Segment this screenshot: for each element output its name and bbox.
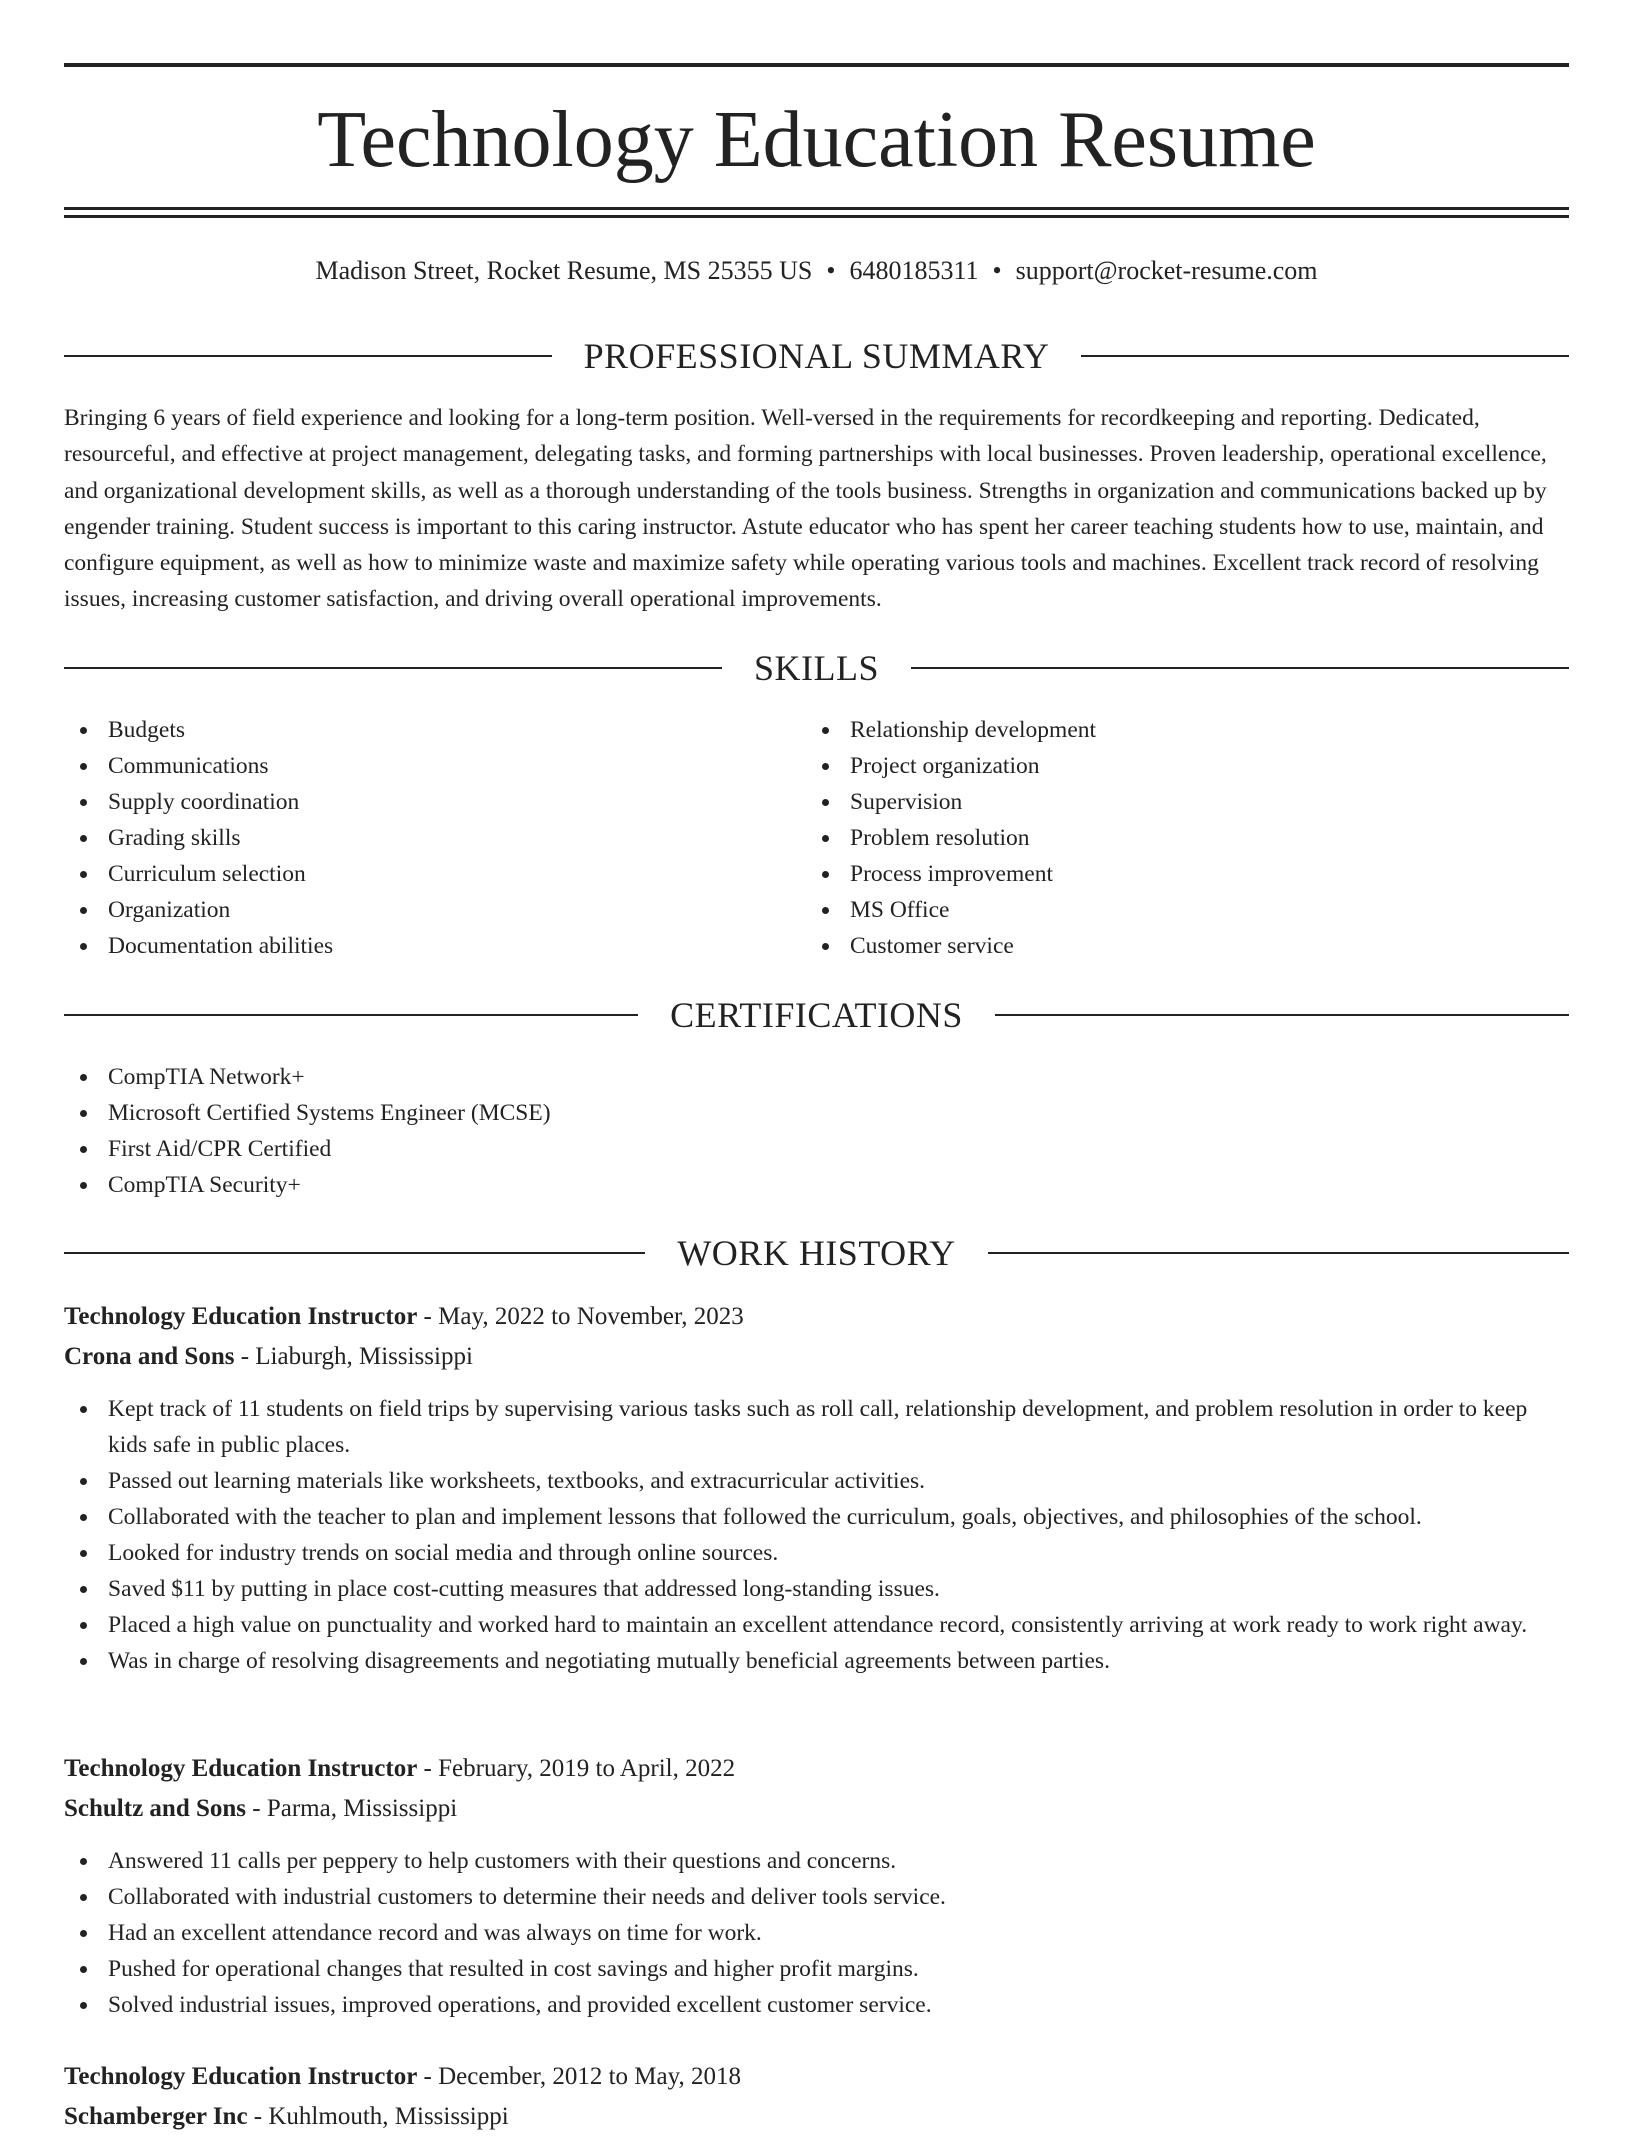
skill-item: Organization <box>64 892 804 928</box>
job-location: - Kuhlmouth, Mississippi <box>253 2103 509 2130</box>
job-bullet: Passed out learning materials like worksheets, textbooks, and extracurricular activities. <box>64 1463 1569 1499</box>
job-dates: - February, 2019 to April, 2022 <box>423 1755 736 1782</box>
job-entry <box>64 2057 1569 2137</box>
section-header-work-history <box>64 1231 1569 1275</box>
skill-item: Relationship development <box>806 712 1566 748</box>
job-title: Technology Education Instructor <box>64 1755 418 1782</box>
title-rule-lower <box>64 215 1569 218</box>
skill-item: Project organization <box>806 748 1566 784</box>
job-company: Schultz and Sons <box>64 1795 247 1822</box>
job-title: Technology Education Instructor <box>64 1303 418 1330</box>
job-title-line <box>64 2057 1569 2097</box>
job-company-line <box>64 1789 1569 1829</box>
job-location: - Liaburgh, Mississippi <box>240 1343 473 1370</box>
job-bullet: Collaborated with industrial customers to determine their needs and deliver tools service. <box>64 1879 1569 1915</box>
section-title: SKILLS <box>754 648 880 688</box>
job-bullet: Saved $11 by putting in place cost-cutting measures that addressed long-standing issues. <box>64 1571 1569 1607</box>
certification-item: Microsoft Certified Systems Engineer (MCSE) <box>64 1095 1569 1131</box>
job-entry <box>64 1749 1569 2023</box>
job-bullet: Kept track of 11 students on field trips by supervising various tasks such as roll call, relationship development, and problem resolution in order to keep kids safe in public places. <box>64 1391 1569 1463</box>
job-location: - Parma, Mississippi <box>252 1795 458 1822</box>
skill-item: Problem resolution <box>806 820 1566 856</box>
job-bullets <box>64 1843 1569 2023</box>
skill-item: MS Office <box>806 892 1566 928</box>
section-rule <box>64 667 722 669</box>
title-rule-upper <box>64 207 1569 210</box>
contact-email: support@rocket-resume.com <box>1015 256 1318 285</box>
job-company: Crona and Sons <box>64 1343 235 1370</box>
section-header-certifications <box>64 993 1569 1037</box>
job-title-line <box>64 1749 1569 1789</box>
section-title: CERTIFICATIONS <box>670 995 963 1035</box>
job-bullets <box>64 1391 1569 1679</box>
job-entry <box>64 1297 1569 1679</box>
job-dates: - May, 2022 to November, 2023 <box>423 1303 744 1330</box>
contact-separator: • <box>992 256 1002 285</box>
section-rule <box>1081 355 1569 357</box>
job-dates: - December, 2012 to May, 2018 <box>423 2063 741 2090</box>
job-bullet: Looked for industry trends on social media and through online sources. <box>64 1535 1569 1571</box>
contact-address: Madison Street, Rocket Resume, MS 25355 US <box>315 256 813 285</box>
job-bullet: Pushed for operational changes that resulted in cost savings and higher profit margins. <box>64 1951 1569 1987</box>
section-rule <box>64 1014 638 1016</box>
skill-item: Budgets <box>64 712 804 748</box>
skill-item: Process improvement <box>806 856 1566 892</box>
certification-item: First Aid/CPR Certified <box>64 1131 1569 1167</box>
job-company: Schamberger Inc <box>64 2103 248 2130</box>
summary-text: Bringing 6 years of field experience and looking for a long-term position. Well-versed in the requirements for recordkeeping and reporting. Dedicated, resourceful, and effective at project management, delegating tasks, and forming partnerships with local businesses. Proven leadership, operational excellence, and organizational development skills, as well as a thorough understanding of the tools business. Strengths in organization and communications backed up by engender training. Student success is important to this caring instructor. Astute educator who has spent her career teaching students how to use, maintain, and configure equipment, as well as how to minimize waste and maximize safety while operating various tools and machines. Excellent track record of resolving issues, increasing customer satisfaction, and driving overall operational improvements. <box>64 405 1547 613</box>
job-title: Technology Education Instructor <box>64 2063 418 2090</box>
section-title: WORK HISTORY <box>677 1233 956 1273</box>
contact-phone: 6480185311 <box>849 256 979 285</box>
skills-list-right <box>806 712 1566 964</box>
contact-line <box>64 253 1569 289</box>
skill-item: Customer service <box>806 928 1566 964</box>
job-title-line <box>64 1297 1569 1337</box>
job-company-line <box>64 1337 1569 1377</box>
job-bullet: Had an excellent attendance record and was always on time for work. <box>64 1915 1569 1951</box>
job-bullet: Placed a high value on punctuality and worked hard to maintain an excellent attendance record, consistently arriving at work ready to work right away. <box>64 1607 1569 1643</box>
section-rule <box>64 1252 645 1254</box>
certification-item: CompTIA Security+ <box>64 1167 1569 1203</box>
contact-separator: • <box>826 256 836 285</box>
certification-item: CompTIA Network+ <box>64 1059 1569 1095</box>
job-bullet: Was in charge of resolving disagreements and negotiating mutually beneficial agreements between parties. <box>64 1643 1569 1679</box>
skill-item: Grading skills <box>64 820 804 856</box>
section-title: PROFESSIONAL SUMMARY <box>583 336 1050 376</box>
section-rule <box>988 1252 1569 1254</box>
section-rule <box>64 355 552 357</box>
job-bullet: Answered 11 calls per peppery to help customers with their questions and concerns. <box>64 1843 1569 1879</box>
skill-item: Communications <box>64 748 804 784</box>
job-company-line <box>64 2097 1569 2137</box>
section-rule <box>911 667 1569 669</box>
job-bullet: Collaborated with the teacher to plan and implement lessons that followed the curriculum, goals, objectives, and philosophies of the school. <box>64 1499 1569 1535</box>
job-bullet: Solved industrial issues, improved operations, and provided excellent customer service. <box>64 1987 1569 2023</box>
skill-item: Supply coordination <box>64 784 804 820</box>
certifications-list <box>64 1059 1569 1203</box>
skill-item: Supervision <box>806 784 1566 820</box>
section-rule <box>995 1014 1569 1016</box>
page-title: Technology Education Resume <box>317 96 1316 184</box>
top-rule <box>64 63 1569 67</box>
section-header-skills <box>64 646 1569 690</box>
skills-list-left <box>64 712 804 964</box>
section-header-summary <box>64 334 1569 378</box>
skill-item: Documentation abilities <box>64 928 804 964</box>
skill-item: Curriculum selection <box>64 856 804 892</box>
